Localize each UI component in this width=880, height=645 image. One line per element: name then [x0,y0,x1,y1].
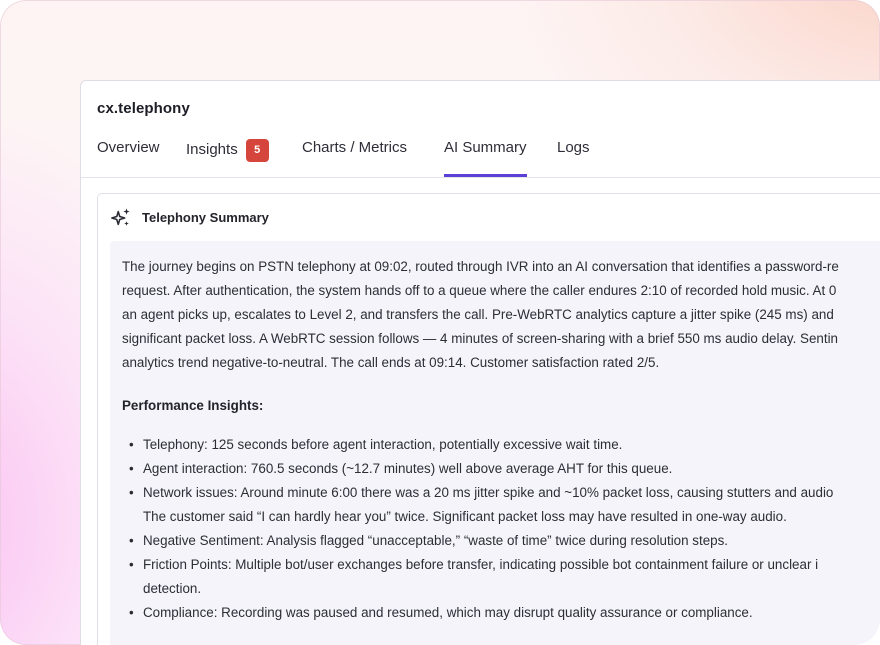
insights-count-badge: 5 [246,139,269,162]
bullet-icon: • [129,557,134,572]
insight-text: Network issues: Around minute 6:00 there was a 20 ms jitter spike and ~10% packet loss, causing stutters and audio [143,485,834,500]
insight-item [122,601,880,625]
performance-insights-heading: Performance Insights: [122,398,264,413]
tab-logs[interactable] [557,131,590,177]
summary-line: analytics trend negative-to-neutral. The call ends at 09:14. Customer satisfaction rated 2/5. [122,355,660,370]
bullet-icon: • [129,605,134,620]
sparkle-icon [110,207,132,229]
insight-text: Telephony: 125 seconds before agent interaction, potentially excessive wait time. [143,437,623,452]
bullet-icon: • [129,533,134,548]
bullet-icon: • [129,461,134,476]
summary-line: request. After authentication, the system hands off to a queue where the caller endures 2:10 of recorded hold music. At 0 [122,283,837,298]
insight-text-continued: The customer said “I can hardly hear you” twice. Significant packet loss may have resulted in one-way audio. [143,509,787,524]
tab-label: Insights [186,141,238,158]
insight-text: Friction Points: Multiple bot/user exchanges before transfer, indicating possible bot containment failure or unclear i [143,557,819,572]
tab-ai-summary[interactable] [444,131,527,177]
summary-title: Telephony Summary [142,210,269,225]
app-title: cx.telephony [97,100,190,117]
insight-item [122,433,880,457]
app-window [80,80,880,645]
tab-label: Overview [97,139,160,156]
insight-text: Negative Sentiment: Analysis flagged “unacceptable,” “waste of time” twice during resolution steps. [143,533,729,548]
insight-text: Compliance: Recording was paused and resumed, which may disrupt quality assurance or compliance. [143,605,753,620]
bullet-icon: • [129,485,134,500]
tab-label: AI Summary [444,139,527,156]
summary-line: The journey begins on PSTN telephony at 09:02, routed through IVR into an AI conversation that identifies a password-re [122,259,839,274]
summary-line: significant packet loss. A WebRTC session follows — 4 minutes of screen-sharing with a brief 550 ms audio delay. Sentin [122,331,839,346]
insight-item [122,529,880,553]
tab-bar [81,131,880,178]
insights-list [122,433,880,625]
insight-item [122,553,880,601]
tab-overview[interactable] [97,131,160,177]
insight-text: Agent interaction: 760.5 seconds (~12.7 minutes) well above average AHT for this queue. [143,461,673,476]
summary-content [110,241,880,645]
insight-text-continued: detection. [143,581,202,596]
tab-label: Charts / Metrics [302,139,408,156]
summary-line: an agent picks up, escalates to Level 2, and transfers the call. Pre-WebRTC analytics capture a jitter spike (245 ms) and [122,307,834,322]
bullet-icon: • [129,437,134,452]
insight-item [122,457,880,481]
tab-label: Logs [557,139,590,156]
summary-card [97,193,880,645]
insight-item [122,481,880,529]
tab-charts-metrics[interactable] [302,131,407,177]
summary-paragraph [122,255,880,375]
tab-insights[interactable] [186,131,269,177]
